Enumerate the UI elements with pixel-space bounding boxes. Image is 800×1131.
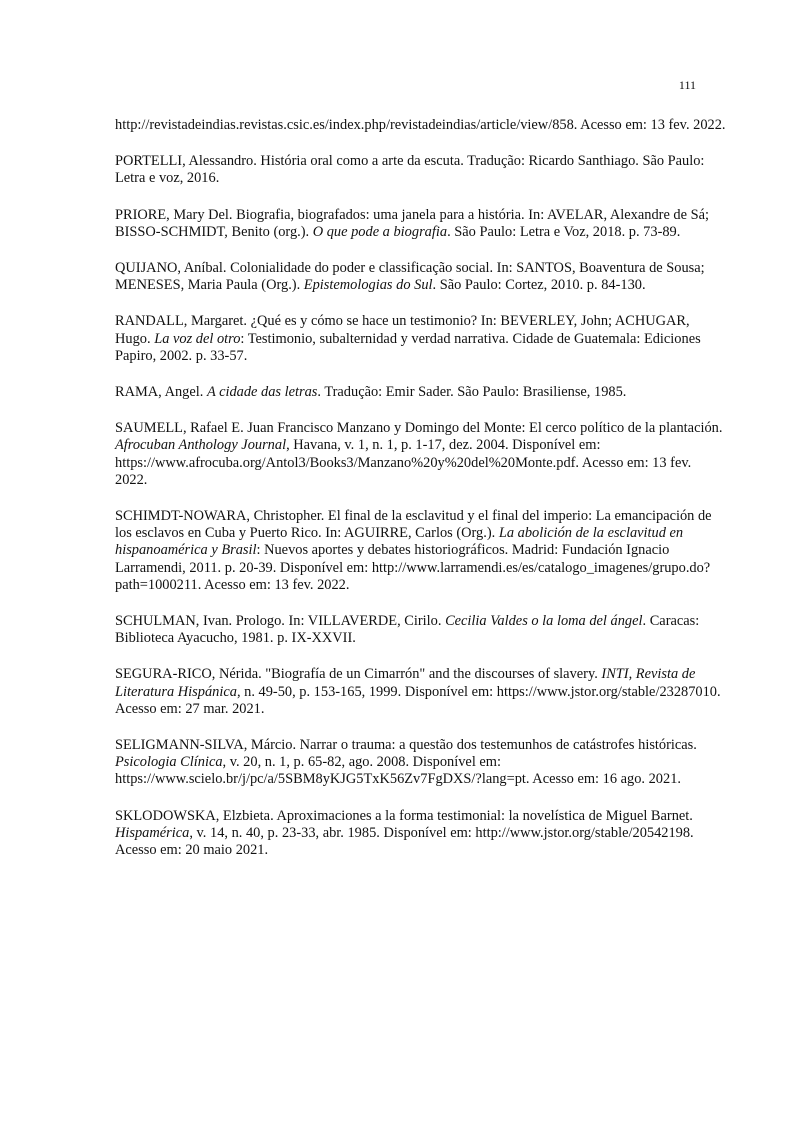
reference-title: Cecilia Valdes o la loma del ángel	[445, 613, 643, 630]
reference-title: Psicologia Clínica	[115, 754, 223, 771]
reference-entry	[115, 737, 727, 789]
reference-text: PRIORE, Mary Del. Biografia, biografados: uma janela para a história. In: AVELAR, Alexandre de Sá; BISSO-SCHMIDT, Benito (org.).	[115, 206, 709, 240]
reference-text: , v. 20, n. 1, p. 65-82, ago. 2008. Disponível em: https://www.scielo.br/j/pc/a/5SBM8yKJG5TxK56Zv7FgDXS/?lang=pt. Acesso em: 16 ago. 2021.	[115, 754, 681, 788]
reference-text: : Nuevos aportes y debates historiográficos. Madrid: Fundación Ignacio Larramendi, 2011. p. 20-39. Disponível em: http://www.larramendi.es/es/catalogo_imagenes/grupo.do?path=1000211. Acesso em: 13 fev. 2022.	[115, 542, 711, 593]
reference-text: RANDALL, Margaret. ¿Qué es y cómo se hace un testimonio? In: BEVERLEY, John; ACHUGAR, Hugo.	[115, 313, 690, 347]
reference-text: SELIGMANN-SILVA, Márcio. Narrar o trauma: a questão dos testemunhos de catástrofes históricas.	[115, 737, 697, 754]
reference-text: SAUMELL, Rafael E. Juan Francisco Manzano y Domingo del Monte: El cerco político de la plantación.	[115, 420, 723, 437]
reference-entry	[115, 613, 727, 647]
reference-entry	[115, 420, 727, 489]
reference-title: O que pode a biografia	[312, 223, 448, 240]
reference-text: , v. 14, n. 40, p. 23-33, abr. 1985. Disponível em: http://www.jstor.org/stable/20542198. Acesso em: 20 maio 2021.	[115, 824, 694, 859]
reference-text: : Testimonio, subalternidad y verdad narrativa. Cidade de Guatemala: Ediciones Papiro, 2002. p. 33-57.	[115, 330, 701, 364]
reference-text: PORTELLI, Alessandro. História oral como a arte da escuta. Tradução: Ricardo Santhiago. São Paulo: Letra e voz, 2016.	[115, 153, 705, 187]
reference-entry	[115, 153, 727, 187]
reference-text: . Caracas: Biblioteca Ayacucho, 1981. p. IX-XXVII.	[115, 613, 700, 647]
reference-entry	[115, 313, 727, 365]
reference-text: . Tradução: Emir Sader. São Paulo: Brasiliense, 1985.	[317, 384, 627, 401]
reference-text: SCHULMAN, Ivan. Prologo. In: VILLAVERDE, Cirilo.	[115, 613, 446, 630]
reference-title: Hispamérica	[115, 824, 190, 841]
reference-text: . São Paulo: Letra e Voz, 2018. p. 73-89.	[447, 223, 681, 240]
reference-text: SEGURA-RICO, Nérida. "Biografía de un Cimarrón" and the discourses of slavery.	[115, 666, 602, 683]
reference-title: Afrocuban Anthology Journal	[115, 437, 287, 454]
reference-text: http://revistadeindias.revistas.csic.es/index.php/revistadeindias/article/view/858. Acesso em: 13 fev. 2022.	[115, 117, 726, 133]
reference-entry	[115, 666, 727, 718]
page-number: 111	[678, 78, 696, 92]
reference-text: , n. 49-50, p. 153-165, 1999. Disponível em: https://www.jstor.org/stable/23287010. Acesso em: 27 mar. 2021.	[115, 683, 721, 717]
reference-entry	[115, 117, 727, 134]
reference-title: Epistemologias do Sul	[303, 277, 433, 294]
reference-text: QUIJANO, Aníbal. Colonialidade do poder e classificação social. In: SANTOS, Boaventura de Sousa; MENESES, Maria Paula (Org.).	[115, 260, 705, 294]
reference-text: SKLODOWSKA, Elzbieta. Aproximaciones a la forma testimonial: la novelística de Miguel Barnet.	[115, 807, 693, 824]
reference-title: La voz del otro	[154, 330, 241, 347]
reference-text: , Havana, v. 1, n. 1, p. 1-17, dez. 2004. Disponível em: https://www.afrocuba.org/Antol3/Books3/Manzano%20y%20del%20Monte.pdf. Acesso em: 13 fev. 2022.	[115, 437, 692, 488]
reference-text: . São Paulo: Cortez, 2010. p. 84-130.	[432, 277, 646, 294]
reference-entry	[115, 384, 727, 401]
reference-text: SCHIMDT-NOWARA, Christopher. El final de la esclavitud y el final del imperio: La emancipación de los esclavos en Cuba y Puerto Rico. In: AGUIRRE, Carlos (Org.).	[115, 508, 712, 542]
reference-title: INTI, Revista de Literatura Hispánica	[115, 666, 696, 700]
reference-list	[115, 117, 727, 878]
reference-title: La abolición de la esclavitud en hispanoamérica y Brasil	[115, 525, 684, 559]
reference-text: RAMA, Angel.	[115, 384, 207, 401]
reference-entry	[115, 808, 727, 860]
reference-entry	[115, 260, 727, 294]
reference-entry	[115, 207, 727, 241]
reference-title: A cidade das letras	[206, 384, 318, 401]
reference-entry	[115, 508, 727, 594]
